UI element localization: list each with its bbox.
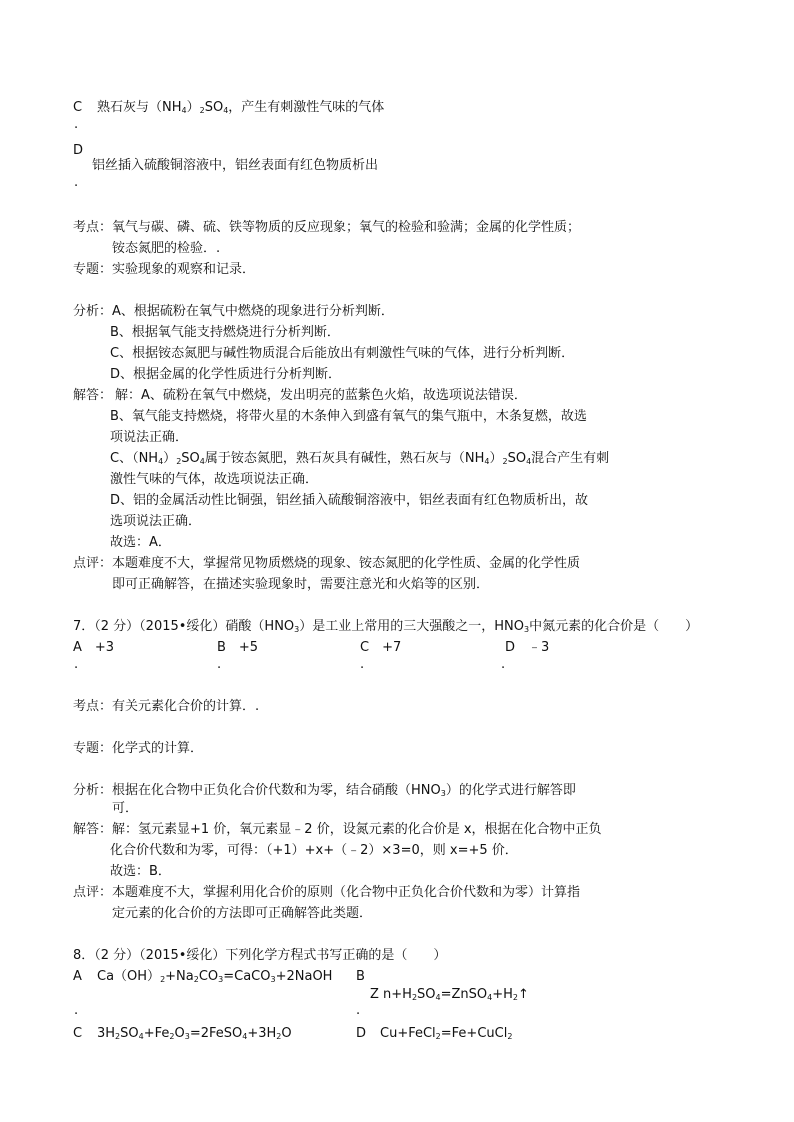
- q7-zhuanti-label: 专题：: [73, 741, 113, 756]
- q8-option-b-letter[interactable]: B: [356, 969, 365, 984]
- q6-kaodian-line2: 铵态氮肥的检验．.: [112, 241, 221, 256]
- q6-dianping-line1: 本题难度不大，掌握常见物质燃烧的现象、铵态氮肥的化学性质、金属的化学性质: [112, 556, 581, 571]
- up-arrow-icon: ↑: [518, 987, 529, 1002]
- q6-jieda-d1: D、铝的金属活动性比铜强，铝丝插入硫酸铜溶液中，铝丝表面有红色物质析出，故: [110, 493, 589, 508]
- q7-stem: 7．（2 分）（2015•绥化）硝酸$(HNO_3)$是工业上常用的三大强酸之一，$HNO_3$中氮元素的化合价是（ ）: [73, 619, 699, 634]
- q7-zhuanti-text: 化学式的计算．: [112, 741, 204, 756]
- q6-fenxi-label: 分析：: [73, 304, 113, 319]
- q6-option-c-dot: .: [74, 117, 79, 132]
- q6-jieda-b1: B、氧气能支持燃烧，将带火星的木条伸入到盛有氧气的集气瓶中，木条复燃，故选: [110, 409, 587, 424]
- q7-option-c-dot: .: [360, 657, 365, 672]
- q8-option-c-equation: $3H_2SO_4+Fe_2O_3=2FeSO_4+3H_2O$: [97, 1026, 292, 1041]
- q6-jieda-c1: C、$(NH_4)_2SO_4$属于铵态氮肥，熟石灰具有碱性，熟石灰与$(NH_4)_2SO_4$混合产生有刺: [110, 451, 610, 466]
- q6-zhuanti-text: 实验现象的观察和记录．: [112, 262, 256, 277]
- q6-zhuanti-label: 专题：: [73, 262, 113, 277]
- q7-fenxi-line1: 根据在化合物中正负化合价代数和为零，结合硝酸$(HNO_3)$的化学式进行解答即: [112, 783, 576, 798]
- q6-fenxi-d: D、根据金属的化学性质进行分析判断．: [110, 367, 342, 382]
- q7-jieda-line2: 化合价代数和为零，可得：（+1）+x+（﹣2）×3=0，则 x=+5 价．: [110, 843, 518, 858]
- q6-jieda-a: 解：A、硫粉在氧气中燃烧，发出明亮的蓝紫色火焰，故选项说法错误．: [115, 388, 527, 403]
- q6-option-d-letter: D: [73, 143, 84, 158]
- q6-jieda-c2: 激性气味的气体，故选项说法正确．: [110, 472, 319, 487]
- q6-jieda-label: 解答：: [73, 388, 113, 403]
- q6-option-d-text: 铝丝插入硫酸铜溶液中，铝丝表面有红色物质析出: [92, 158, 379, 173]
- q7-fenxi-label: 分析：: [73, 783, 113, 798]
- q7-option-d-dot: .: [501, 657, 506, 672]
- q6-dianping-label: 点评：: [73, 556, 113, 571]
- q6-option-c-text: 熟石灰与$(NH_4)_2SO_4$，产生有刺激性气味的气体: [97, 100, 385, 115]
- q6-jieda-choice: 故选：A．: [110, 535, 171, 550]
- q6-fenxi-a: A、根据硫粉在氧气中燃烧的现象进行分析判断．: [112, 304, 394, 319]
- q6-fenxi-c: C、根据铵态氮肥与碱性物质混合后能放出有刺激性气味的气体，进行分析判断．: [110, 346, 575, 361]
- q7-option-b[interactable]: B +5: [217, 640, 259, 655]
- q6-dianping-line2: 即可正确解答，在描述实验现象时，需要注意光和火焰等的区别．: [112, 577, 490, 592]
- q8-option-d-equation: Cu+FeCl$_2$=Fe+CuCl$_2$: [380, 1026, 513, 1041]
- q6-fenxi-b: B、根据氧气能支持燃烧进行分析判断．: [110, 325, 340, 340]
- q6-option-c-letter: C: [73, 100, 83, 115]
- q7-fenxi-line2: 可．: [112, 801, 139, 816]
- q7-option-a-dot: .: [74, 657, 79, 672]
- q7-dianping-line2: 定元素的化合价的方法即可正确解答此类题．: [112, 906, 373, 921]
- q7-option-d[interactable]: D ﹣3: [505, 640, 550, 655]
- q7-option-a[interactable]: A +3: [73, 640, 115, 655]
- q6-jieda-b2: 项说法正确．: [110, 430, 189, 445]
- q7-option-b-dot: .: [217, 657, 222, 672]
- q7-dianping-label: 点评：: [73, 885, 113, 900]
- q8-option-a-letter[interactable]: A: [73, 969, 82, 984]
- q6-jieda-d2: 选项说法正确．: [110, 514, 202, 529]
- q7-option-c[interactable]: C +7: [360, 640, 402, 655]
- q7-jieda-label: 解答：: [73, 822, 113, 837]
- q7-dianping-line1: 本题难度不大，掌握利用化合价的原则（化合物中正负化合价代数和为零）计算指: [112, 885, 581, 900]
- q8-option-d-letter[interactable]: D: [356, 1026, 367, 1041]
- q8-option-b-dot: .: [356, 1003, 361, 1018]
- q6-option-d-dot: .: [74, 175, 79, 190]
- q6-kaodian-line1: 氧气与碳、磷、硫、铁等物质的反应现象；氧气的检验和验满；金属的化学性质；: [112, 220, 581, 235]
- q7-jieda-choice: 故选：B．: [110, 864, 171, 879]
- q7-jieda-line1: 解：氢元素显+1 价，氧元素显﹣2 价，设氮元素的化合价是 x，根据在化合物中正负: [112, 822, 602, 837]
- q8-option-a-dot: .: [74, 1003, 79, 1018]
- q7-kaodian-label: 考点：: [73, 699, 113, 714]
- q8-option-c-letter[interactable]: C: [73, 1026, 83, 1041]
- q8-stem: 8．（2 分）（2015•绥化）下列化学方程式书写正确的是（ ）: [73, 948, 447, 963]
- q7-kaodian-text: 有关元素化合价的计算．.: [112, 699, 260, 714]
- q8-option-a-equation: $Ca(OH)_2+Na_2CO_3=CaCO_3+2NaOH$: [97, 969, 333, 984]
- q8-option-b-equation: Z $n+H_2SO_4=ZnSO_4+H_2↑$: [370, 987, 529, 1002]
- q6-kaodian-label: 考点：: [73, 220, 113, 235]
